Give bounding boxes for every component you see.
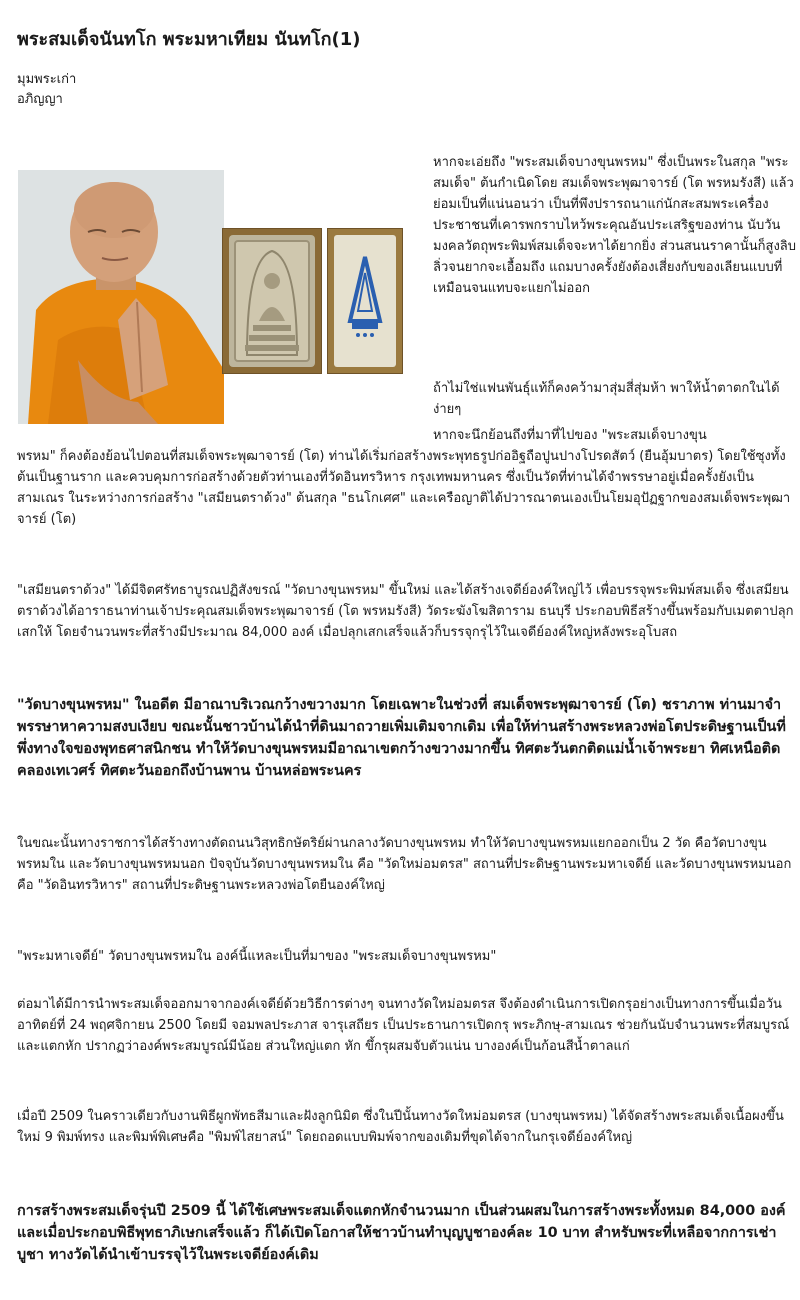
buddha-amulet-illustration: [223, 229, 321, 373]
article-title: พระสมเด็จนันทโก พระมหาเทียม นันทโก(1): [17, 29, 361, 50]
paragraph-history: พรหม" ก็คงต้องย้อนไปตอนที่สมเด็จพระพุฒาจารย์ (โต) ท่านได้เริ่มก่อสร้างพระพุทธรูปก่ออิฐถือปูนปางโปรดสัตว์ (ยืนอุ้มบาตร) โดยใช้ซุงทั้งต้นเป็นฐานราก และควบคุมการก่อสร้างด้วยตัวท่านเองที่วัดอินทรวิหาร กรุงเทพมหานคร ซึ่งเป็นวัดที่ท่านได้จำพรรษาอยู่เมื่อครั้งยังเป็นสามเณร ในระหว่างการก่อสร้าง "เสมียนตราด้วง" ต้นสกุล "ธนโกเศศ" และเครือญาติได้ปวารณาตนเองเป็นโยมอุปัฏฐากของสมเด็จพระพุฒาจารย์ (โต): [17, 449, 791, 527]
paragraph-opening: ต่อมาได้มีการนำพระสมเด็จออกมาจากองค์เจดีย์ด้วยวิธีการต่างๆ จนทางวัดใหม่อมตรส จึงต้องดำเนินการเปิดกรุอย่างเป็นทางการขึ้นเมื่อวันอาทิตย์ที่ 24 พฤศจิกายน 2500 โดยมี จอมพลประภาส จารุเสถียร เป็นประธานการเปิดกรุ พระภิกษุ-สามเณร ช่วยกันนับจำนวนพระที่สมบูรณ์และแตกหัก ปรากฏว่าองค์พระสมบูรณ์มีน้อย ส่วนใหญ่แตก หัก ขึ้กรุผสมจับตัวแน่น บางองค์เป็นก้อนสีน้ำตาลแก่: [17, 997, 790, 1054]
paragraph-intro: หากจะเอ่ยถึง "พระสมเด็จบางขุนพรหม" ซึ่งเป็นพระในสกุล "พระสมเด็จ" ต้นกำเนิดโดย สมเด็จพระพุฒาจารย์ (โต พรหมรังสี) แล้ว ย่อมเป็นที่แน่นอนว่า เป็นที่พึงปรารถนาแก่นักสะสมพระเครื่องประชาชนที่เคารพกราบไหว้พระคุณอันประเสริฐของท่าน นับวันมงคลวัตถุพระพิมพ์สมเด็จจะหาได้ยากยิ่ง ส่วนสนนราคานั้นก็สูงลิบลิ่วจนยากจะเอื้อมถึง แถมบางครั้งยังต้องเสี่ยงกับของเลียนแบบที่เหมือนจนแทบจะแยกไม่ออก: [433, 155, 797, 296]
blue-triangle-stamp-illustration: [328, 229, 402, 373]
paragraph-wat-bangkhunprom: "วัดบางขุนพรหม" ในอดีต มีอาณาบริเวณกว้างขวางมาก โดยเฉพาะในช่วงที่ สมเด็จพระพุฒาจารย์ (โต) ชราภาพ ท่านมาจำพรรษาหาความสงบเงียบ ขณะนั้นชาวบ้านได้นำที่ดินมาถวายเพิ่มเติมจากเดิม เพื่อให้ท่านสร้างพระหลวงพ่อโตประดิษฐานเป็นที่พึ่งทางใจของพุทธศาสนิกชน ทำให้วัดบางขุนพรหมมีอาณาเขตกว้างขวางมากขึ้น ทิศตะวันตกติดแม่น้ำเจ้าพระยา ทิศเหนือติดคลองเทเวศร์ ทิศตะวันออกถึงบ้านพาน บ้านหล่อพระนคร: [17, 697, 786, 779]
article-meta: [17, 70, 76, 110]
paragraph-history-start: หากจะนึกย้อนถึงที่มาที่ไปของ "พระสมเด็จบางขุน: [433, 428, 707, 443]
paragraph-fans: ถ้าไม่ใช่แฟนพันธุ์แท้ก็คงคว้ามาสุ่มสี่สุ่มห้า พาให้น้ำตาตกในได้ง่ายๆ: [433, 381, 780, 417]
monk-illustration: [18, 170, 224, 424]
paragraph-maha-chedi: "พระมหาเจดีย์" วัดบางขุนพรหมใน องค์นี้แหละเป็นที่มาของ "พระสมเด็จบางขุนพรหม": [17, 949, 497, 964]
paragraph-samien-duang: "เสมียนตราด้วง" ได้มีจิตศรัทธาบูรณปฏิสังขรณ์ "วัดบางขุนพรหม" ขึ้นใหม่ และได้สร้างเจดีย์องค์ใหญ่ไว้ เพื่อบรรจุพระพิมพ์สมเด็จ ซึ่งเสมียนตราด้วงได้อาราธนาท่านเจ้าประคุณสมเด็จพระพุฒาจารย์ (โต พรหมรังสี) วัดระฆังโฆสิตาราม ธนบุรี ประกอบพิธีสร้างขึ้นพร้อมกับเมตตาปลุกเสกให้ โดยจำนวนพระที่สร้างมีประมาณ 84,000 องค์ เมื่อปลุกเสกเสร็จแล้วก็บรรจุกรุไว้ในเจดีย์องค์ใหญ่หลังพระอุโบสถ: [17, 583, 794, 640]
paragraph-2509: เมื่อปี 2509 ในคราวเดียวกับงานพิธีผูกพัทธสีมาและฝังลูกนิมิต ซึ่งในปีนั้นทางวัดใหม่อมตรส (บางขุนพรหม) ได้จัดสร้างพระสมเด็จเนื้อผงขึ้นใหม่ 9 พิมพ์ทรง และพิมพ์พิเศษคือ "พิมพ์ไสยาสน์" โดยถอดแบบพิมพ์จากของเดิมที่ขุดได้จากในกรุเจดีย์องค์ใหญ่: [17, 1109, 784, 1145]
paragraph-2509-creation: การสร้างพระสมเด็จรุ่นปี 2509 นี้ ได้ใช้เศษพระสมเด็จแตกหักจำนวนมาก เป็นส่วนผสมในการสร้างพระทั้งหมด 84,000 องค์ และเมื่อประกอบพิธีพุทธาภิเษกเสร็จแล้ว ก็ได้เปิดโอกาสให้ชาวบ้านทำบุญบูชาองค์ละ 10 บาท สำหรับพระที่เหลือจากการเช่าบูชา ทางวัดได้นำเข้าบรรจุไว้ในพระเจดีย์องค์เดิม: [17, 1203, 786, 1263]
monk-photo: [18, 170, 224, 424]
amulet-front-image: [222, 228, 322, 374]
paragraph-road-split: ในขณะนั้นทางราชการได้สร้างทางตัดถนนวิสุทธิกษัตริย์ผ่านกลางวัดบางขุนพรหม ทำให้วัดบางขุนพรหมแยกออกเป็น 2 วัด คือวัดบางขุนพรหมใน และวัดบางขุนพรหมนอก ปัจจุบันวัดบางขุนพรหมใน คือ "วัดใหม่อมตรส" สถานที่ประดิษฐานพระมหาเจดีย์ และวัดบางขุนพรหมนอก คือ "วัดอินทรวิหาร" สถานที่ประดิษฐานพระหลวงพ่อโตยืนองค์ใหญ่: [17, 836, 792, 893]
amulet-back-image: [327, 228, 403, 374]
category-label: มุมพระเก่า: [17, 72, 77, 87]
author-label: อภิญญา: [17, 92, 63, 107]
